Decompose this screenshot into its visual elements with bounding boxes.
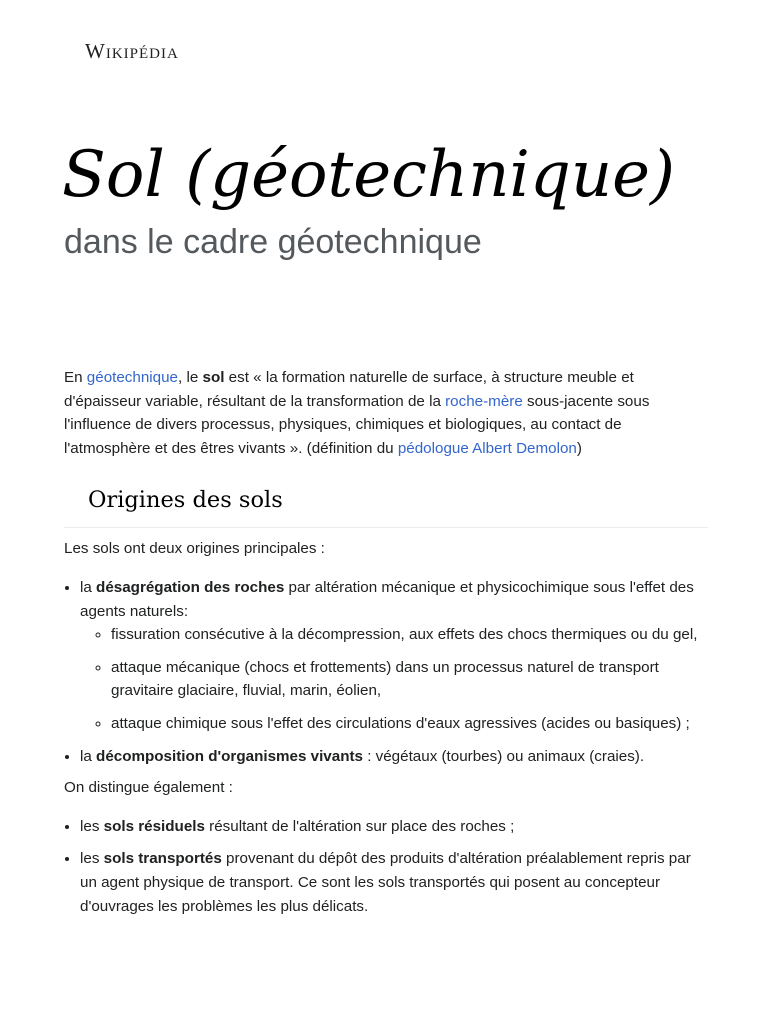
page-subtitle: dans le cadre géotechnique: [64, 223, 482, 261]
sub-list: [80, 623, 708, 735]
intro-paragraph: [64, 366, 708, 460]
sub-list-item: ◦ attaque mécanique (chocs et frottements) dans un processus naturel de transport gravitaire glaciaire, fluvial, marin, éolien,: [111, 656, 708, 703]
item-text: résultant de l'altération sur place des roches ;: [204, 817, 515, 835]
intro-text-2: , le: [178, 369, 203, 386]
list-item-decomposition: [80, 745, 708, 769]
item-prefix: la: [80, 578, 97, 596]
item-prefix: les: [80, 817, 104, 835]
intro-text-3: est « la formation naturelle de surface, à structure meuble et d'épaisseur variable, résultant de la transformation de la: [64, 369, 634, 410]
article-content: [64, 366, 708, 927]
intro-text-4: sous-jacente sous l'influence de divers processus, physiques, chimiques et biologiques, au contact de l'atmosphère et des êtres vivants ». (définition du: [64, 392, 650, 457]
intro-bold-sol: sol: [202, 369, 225, 386]
section-heading-origines[interactable]: Origines des sols: [64, 483, 708, 528]
page-title: Sol (géotechnique): [62, 138, 675, 212]
intro-text-1: En: [64, 369, 87, 386]
origins-list: [64, 576, 708, 768]
list-item-sols-transportes: [80, 847, 708, 918]
distinction-intro: On distingue également :: [64, 779, 233, 797]
item-bold: décomposition d'organismes vivants: [96, 747, 363, 765]
sub-list-item: ◦ fissuration consécutive à la décompression, aux effets des chocs thermiques ou du gel,: [111, 623, 708, 647]
link-albert-demolon[interactable]: pédologue Albert Demolon: [397, 439, 577, 457]
item-text: provenant du dépôt des produits d'altération préalablement repris par un agent physique de transport. Ce sont les sols transportés qui posent au concepteur d'ouvrages les problèmes les plus délicats.: [80, 850, 691, 915]
soil-types-list: [64, 815, 708, 918]
link-geotechnique[interactable]: géotechnique: [86, 369, 179, 386]
item-text: : végétaux (tourbes) ou animaux (craies).: [362, 747, 645, 765]
item-text: par altération mécanique et physicochimique sous l'effet des agents naturels:: [80, 578, 694, 620]
link-roche-mere[interactable]: roche-mère: [445, 392, 523, 410]
list-item-sols-residuels: [80, 815, 708, 839]
item-prefix: les: [80, 850, 104, 868]
origins-intro: Les sols ont deux origines principales :: [64, 540, 325, 558]
item-bold: sols résiduels: [103, 817, 205, 835]
sub-list-item: ◦ attaque chimique sous l'effet des circulations d'eaux agressives (acides ou basiques) ;: [111, 712, 708, 736]
item-prefix: la: [80, 747, 97, 765]
item-bold: désagrégation des roches: [96, 578, 285, 596]
list-item-desagregation: [80, 576, 708, 736]
intro-text-5: ): [576, 439, 582, 457]
wikipedia-wordmark[interactable]: Wikipédia: [85, 39, 179, 63]
item-bold: sols transportés: [103, 850, 222, 868]
